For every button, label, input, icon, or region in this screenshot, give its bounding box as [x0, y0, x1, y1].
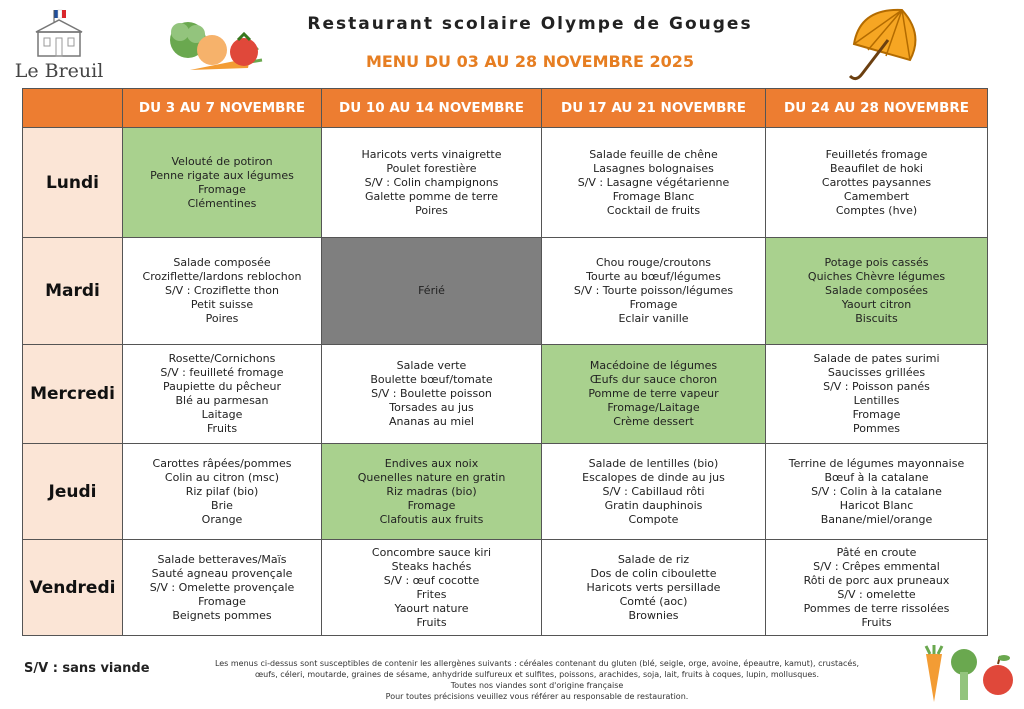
- dish-item: Fromage: [198, 594, 246, 608]
- dish-item: S/V : feuilleté fromage: [160, 366, 284, 379]
- menu-cell: [322, 540, 542, 636]
- week-header-row: [23, 89, 988, 128]
- day-row: [23, 540, 988, 636]
- dish-item: Boulette bœuf/tomate: [370, 373, 493, 386]
- dish-item: Pommes de terre rissolées: [803, 601, 950, 615]
- dish-item: Fromage: [852, 408, 901, 421]
- day-row: [23, 128, 988, 238]
- dish-item: Haricots verts vinaigrette: [361, 147, 502, 161]
- dish-item: Fruits: [206, 422, 238, 435]
- dish-item: Cocktail de fruits: [606, 203, 701, 217]
- menu-cell: [542, 128, 766, 238]
- dish-item: Quiches Chèvre légumes: [807, 270, 946, 283]
- umbrella-icon: [840, 4, 930, 84]
- dish-item: Yaourt nature: [394, 601, 469, 615]
- menu-cell: [123, 345, 322, 444]
- menu-period: MENU DU 03 AU 28 NOVEMBRE 2025: [365, 52, 695, 71]
- day-row: [23, 444, 988, 540]
- day-label: Lundi: [23, 128, 123, 238]
- dish-item: Lentilles: [853, 394, 900, 407]
- dish-item: Laitage: [201, 408, 243, 421]
- dish-item: Yaourt citron: [841, 298, 912, 311]
- dish-item: Salade composée: [173, 256, 271, 269]
- menu-cell: [123, 540, 322, 636]
- dish-item: Haricot Blanc: [839, 498, 914, 512]
- dish-item: Bœuf à la catalane: [824, 470, 929, 484]
- page-title: Restaurant scolaire Olympe de Gouges: [307, 14, 753, 34]
- dish-item: S/V : Omelette provençale: [149, 580, 295, 594]
- vegetables-illustration-icon: [160, 10, 270, 90]
- menu-cell: [766, 540, 988, 636]
- dish-item: Clafoutis aux fruits: [379, 512, 484, 526]
- dish-item: Salade de riz: [617, 552, 690, 566]
- menu-cell: [322, 444, 542, 540]
- dish-item: Pâté en croute: [836, 545, 917, 559]
- dish-item: Compote: [628, 512, 679, 526]
- dish-item: Beignets pommes: [172, 608, 272, 622]
- dish-item: Riz pilaf (bio): [185, 484, 259, 498]
- dish-item: Dos de colin ciboulette: [590, 566, 717, 580]
- dish-item: Torsades au jus: [389, 401, 474, 414]
- dish-item: Petit suisse: [190, 298, 254, 311]
- dish-item: Tourte au bœuf/légumes: [586, 270, 721, 283]
- weekly-menu-table: [22, 88, 988, 636]
- dish-item: Carottes râpées/pommes: [152, 456, 292, 470]
- allergen-line: œufs, céleri, moutarde, graines de sésame, anhydride sulfureux et sulfites, poissons, arachides, soja, lait, fruits à coques, lupin, mollusques.: [254, 670, 819, 679]
- sans-viande-legend: S/V : sans viande: [24, 661, 150, 676]
- dish-item: Macédoine de légumes: [589, 359, 718, 372]
- dish-item: Salade verte: [396, 359, 467, 372]
- dish-item: Blé au parmesan: [175, 394, 269, 407]
- dish-item: Brownies: [628, 608, 679, 622]
- dish-item: Gratin dauphinois: [604, 498, 703, 512]
- dish-item: Velouté de potiron: [171, 154, 273, 168]
- dish-item: Fromage: [407, 498, 456, 512]
- dish-item: Penne rigate aux légumes: [150, 168, 294, 182]
- dish-item: Fruits: [416, 615, 447, 629]
- dish-item: Paupiette du pêcheur: [162, 380, 282, 393]
- dish-item: Poulet forestière: [386, 161, 477, 175]
- dish-item: Œufs dur sauce choron: [589, 373, 718, 386]
- menu-cell: [322, 345, 542, 444]
- vegetable-characters-icon: [912, 644, 1018, 706]
- day-row: [23, 345, 988, 444]
- origin-line: Toutes nos viandes sont d'origine française: [450, 681, 624, 690]
- day-label: Mardi: [23, 238, 123, 345]
- menu-cell: [542, 345, 766, 444]
- week-header: DU 10 AU 14 NOVEMBRE: [322, 89, 542, 128]
- dish-item: S/V : Crêpes emmental: [813, 559, 940, 573]
- menu-cell: [123, 238, 322, 345]
- corner-cell: [23, 89, 123, 128]
- menu-cell: [766, 238, 988, 345]
- menu-cell: [322, 128, 542, 238]
- dish-item: Galette pomme de terre: [364, 189, 499, 203]
- dish-item: Rosette/Cornichons: [168, 352, 276, 365]
- dish-item: Fromage/Laitage: [607, 401, 700, 414]
- dish-item: S/V : Croziflette thon: [164, 284, 279, 297]
- dish-item: Lasagnes bolognaises: [593, 161, 714, 175]
- town-logo: [14, 8, 104, 88]
- dish-item: Haricots verts persillade: [586, 580, 721, 594]
- dish-item: S/V : Cabillaud rôti: [602, 484, 705, 498]
- dish-item: Salade feuille de chêne: [589, 147, 718, 161]
- menu-cell: [123, 128, 322, 238]
- dish-item: S/V : œuf cocotte: [383, 573, 480, 587]
- dish-item: Comté (aoc): [619, 594, 688, 608]
- menu-cell: [766, 345, 988, 444]
- dish-item: S/V : Poisson panés: [823, 380, 930, 393]
- allergen-notice: [172, 658, 902, 702]
- dish-item: Brie: [211, 498, 233, 512]
- dish-item: Salade de lentilles (bio): [588, 456, 719, 470]
- dish-item: Camembert: [843, 189, 910, 203]
- dish-item: Eclair vanille: [618, 312, 689, 325]
- dish-item: S/V : Colin champignons: [364, 175, 499, 189]
- week-header: DU 3 AU 7 NOVEMBRE: [123, 89, 322, 128]
- dish-item: Saucisses grillées: [827, 366, 926, 379]
- dish-item: Comptes (hve): [835, 203, 918, 217]
- dish-item: Endives aux noix: [384, 456, 479, 470]
- dish-item: Sauté agneau provençale: [151, 566, 293, 580]
- week-header: DU 24 AU 28 NOVEMBRE: [766, 89, 988, 128]
- dish-item: Frites: [416, 587, 447, 601]
- dish-item: Ananas au miel: [389, 415, 474, 428]
- dish-item: Rôti de porc aux pruneaux: [803, 573, 950, 587]
- menu-cell: [766, 128, 988, 238]
- menu-cell: [542, 238, 766, 345]
- week-header: DU 17 AU 21 NOVEMBRE: [542, 89, 766, 128]
- day-row: [23, 238, 988, 345]
- menu-cell: [123, 444, 322, 540]
- dish-item: Steaks hachés: [391, 559, 472, 573]
- dish-item: Orange: [201, 512, 243, 526]
- dish-item: Concombre sauce kiri: [371, 545, 492, 559]
- dish-item: Colin au citron (msc): [164, 470, 280, 484]
- dish-item: Terrine de légumes mayonnaise: [788, 456, 965, 470]
- town-hall-icon: [14, 8, 104, 60]
- dish-item: Crème dessert: [613, 415, 694, 428]
- dish-item: Potage pois cassés: [824, 256, 929, 269]
- dish-item: Croziflette/lardons reblochon: [142, 270, 302, 283]
- dish-item: Beaufilet de hoki: [830, 161, 923, 175]
- allergen-line: Les menus ci-dessus sont susceptibles de contenir les allergènes suivants : céréales contenant du gluten (blé, seigle, orge, avoine, épeautre, kamut), crustacés,: [214, 659, 860, 668]
- dish-item: S/V : Colin à la catalane: [811, 484, 942, 498]
- menu-cell: [322, 238, 542, 345]
- contact-line: Pour toutes précisions veuillez vous référer au responsable de restauration.: [385, 692, 689, 701]
- dish-item: Poires: [205, 312, 239, 325]
- dish-item: Escalopes de dinde au jus: [582, 470, 725, 484]
- dish-item: Riz madras (bio): [386, 484, 477, 498]
- menu-cell: [542, 444, 766, 540]
- menu-cell: [542, 540, 766, 636]
- dish-item: Fromage: [629, 298, 678, 311]
- dish-item: Pomme de terre vapeur: [588, 387, 719, 400]
- dish-item: Chou rouge/croutons: [595, 256, 712, 269]
- dish-item: S/V : omelette: [837, 587, 916, 601]
- dish-item: Pommes: [853, 422, 900, 435]
- dish-item: S/V : Lasagne végétarienne: [577, 175, 730, 189]
- dish-item: Feuilletés fromage: [825, 147, 928, 161]
- dish-item: Salade composées: [825, 284, 928, 297]
- dish-item: Férié: [418, 284, 445, 297]
- dish-item: Poires: [415, 203, 448, 217]
- dish-item: Quenelles nature en gratin: [357, 470, 506, 484]
- dish-item: Salade de pates surimi: [813, 352, 940, 365]
- day-label: Vendredi: [23, 540, 123, 636]
- dish-item: S/V : Boulette poisson: [371, 387, 492, 400]
- day-label: Jeudi: [23, 444, 123, 540]
- dish-item: Biscuits: [855, 312, 898, 325]
- menu-cell: [766, 444, 988, 540]
- dish-item: S/V : Tourte poisson/légumes: [573, 284, 734, 297]
- dish-item: Fromage Blanc: [612, 189, 695, 203]
- dish-item: Fruits: [861, 615, 892, 629]
- dish-item: Banane/miel/orange: [820, 512, 933, 526]
- dish-item: Carottes paysannes: [821, 175, 932, 189]
- dish-item: Salade betteraves/Maïs: [157, 552, 287, 566]
- day-label: Mercredi: [23, 345, 123, 444]
- dish-item: Fromage: [198, 182, 246, 196]
- dish-item: Clémentines: [187, 196, 257, 210]
- logo-text: Le Breuil: [14, 60, 104, 82]
